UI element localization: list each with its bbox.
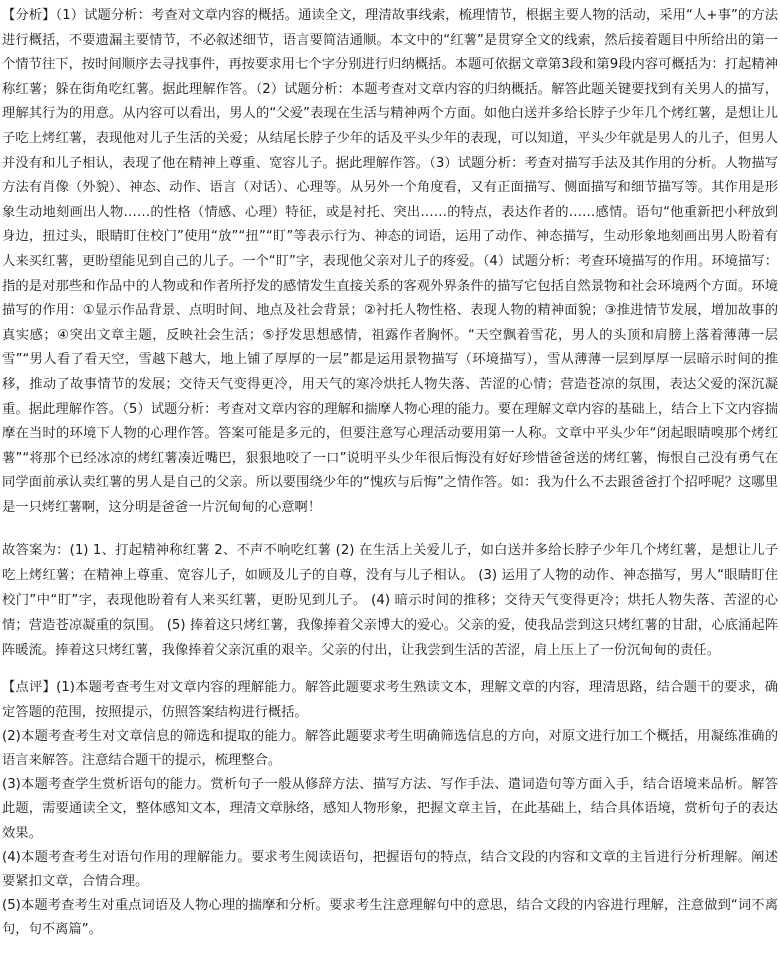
answer-paragraph: 故答案为：(1) 1、打起精神称红薯 2、不声不响吃红薯 (2) 在生活上关爱儿子，如白送并多给长脖子少年几个烤红薯，是想让儿子吃上烤红薯；在精神上尊重、宽容儿子，如顾及儿子的自尊，没有与儿子相认。 (3) 运用了人物的动作、神态描写，男人“眼睛盯住校门”中“盯”字，表现他盼着有人来买红薯，更盼见到儿子。 (4) 暗示时间的推移；交待天气变得更冷；烘托人物失落、苦涩的心情；营造苍凉凝重的氛围。 (5) 捧着这只烤红薯，我像捧着父亲博大的爱心。父亲的爱，使我品尝到这只烤红薯的甘甜，心底涌起阵阵暖流。捧着这只烤红薯，我像捧着父亲沉重的艰辛。父亲的付出，让我尝到生活的苦涩，肩上压上了一份沉甸甸的责任。 <box>2 543 778 658</box>
comment-paragraph-4: (4)本题考查考生对语句作用的理解能力。要求考生阅读语句，把握语句的特点，结合文段的内容和文章的主旨进行分析理解。阐述要紧扣文章，合情合理。 <box>2 849 778 890</box>
analysis-section <box>2 4 778 520</box>
section-gap <box>2 520 778 539</box>
comment-paragraph-5: (5)本题考查考生对重点词语及人物心理的揣摩和分析。要求考生注意理解句中的意思，结合文段的内容进行理解，注意做到“词不离句，句不离篇”。 <box>2 898 778 938</box>
comment-section <box>2 676 778 942</box>
answer-section <box>2 539 778 663</box>
section-gap <box>2 663 778 676</box>
comment-paragraph-1: 【点评】(1)本题考查考生对文章内容的理解能力。解答此题要求考生熟读文本，理解文章的内容，理清思路，结合题干的要求，确定答题的范围，按照提示，仿照答案结构进行概括。 <box>2 680 778 720</box>
analysis-paragraph: 【分析】（1）试题分析：考查对文章内容的概括。通读全文，理清故事线索，梳理情节，根据主要人物的活动，采用“人+事”的方法进行概括，不要遗漏主要情节，不必叙述细节，语言要简洁通顺。本文中的“红薯”是贯穿全文的线索，然后接着题目中所给出的第一个情节往下，按时间顺序去寻找事件，再按要求用七个字分别进行归纳概括。本题可依据文章第3段和第9段内容可概括为：打起精神称红薯；躲在街角吃红薯。据此理解作答。（2）试题分析：本题考查对文章内容的归纳概括。解答此题关键要找到有关男人的描写，理解其行为的用意。从内容可以看出，男人的“父爱”表现在生活与精神两个方面。如他白送并多给长脖子少年几个烤红薯，是想让儿子吃上烤红薯，表现他对儿子生活的关爱；从结尾长脖子少年的话及平头少年的表现，可以知道，平头少年就是男人的儿子，但男人并没有和儿子相认，表现了他在精神上尊重、宽容儿子。据此理解作答。（3）试题分析：考查对描写手法及其作用的分析。人物描写方法有肖像（外貌）、神态、动作、语言（对话）、心理等。从另外一个角度看，又有正面描写、侧面描写和细节描写等。其作用是形象生动地刻画出人物……的性格（情感、心理）特征，或是衬托、突出……的特点，表达作者的……感情。语句“他重新把小秤放到身边，扭过头，眼睛盯住校门”使用“放”“扭”“盯”等表示行为、神态的词语，运用了动作、神态描写，生动形象地刻画出男人盼着有人来买红薯，更盼望能见到自己的儿子。一个“盯”字，表现他父亲对儿子的疼爱。（4）试题分析：考查环境描写的作用。环境描写：指的是对那些和作品中的人物或和作者所抒发的感情发生直接关系的客观外界条件的描写它包括自然景物和社会环境两个方面。环境描写的作用：①显示作品背景、点明时间、地点及社会背景；②衬托人物性格、表现人物的精神面貌；③推进情节发展，增加故事的真实感；④突出文章主题，反映社会生活；⑤抒发思想感情，祖露作者胸怀。“天空飘着雪花，男人的头顶和肩膀上落着薄薄一层雪”“男人看了看天空，雪越下越大，地上铺了厚厚的一层”都是运用景物描写（环境描写），雪从薄薄一层到厚厚一层暗示时间的推移，推动了故事情节的发展；交待天气变得更冷，用天气的寒冷烘托人物失落、苦涩的心情；营造苍凉的氛围，表达父爱的深沉凝重。据此理解作答。（5）试题分析：考查对文章内容的理解和揣摩人物心理的能力。要在理解文章内容的基础上，结合上下文内容揣摩在当时的环境下人物的心理作答。答案可能是多元的，但要注意写心理活动要用第一人称。文章中平头少年“闭起眼睛嗅那个烤红薯”“将那个已经冰凉的烤红薯凑近嘴巴，狠狠地咬了一口”说明平头少年很后悔没有好好珍惜爸爸送的烤红薯，悔恨自己没有勇气在同学面前承认卖红薯的男人是自己的父亲。所以要围绕少年的“愧疚与后悔”之情作答。如：我为什么不去跟爸爸打个招呼呢？这哪里是一只烤红薯啊，这分明是爸爸一片沉甸甸的心意啊！ <box>2 8 778 515</box>
comment-paragraph-2: (2)本题考查考生对文章信息的筛选和提取的能力。解答此题要求考生明确筛选信息的方向，对原文进行加工个概括，用凝练准确的语言来解答。注意结合题干的提示，梳理整合。 <box>2 728 778 769</box>
comment-paragraph-3: (3)本题考查学生赏析语句的能力。赏析句子一般从修辞方法、描写方法、写作手法、遣词造句等方面入手，结合语境来品析。解答此题，需要通读全文，整体感知文本，理清文章脉络，感知人物形象，把握文章主旨，在此基础上，结合具体语境，赏析句子的表达效果。 <box>2 777 778 841</box>
